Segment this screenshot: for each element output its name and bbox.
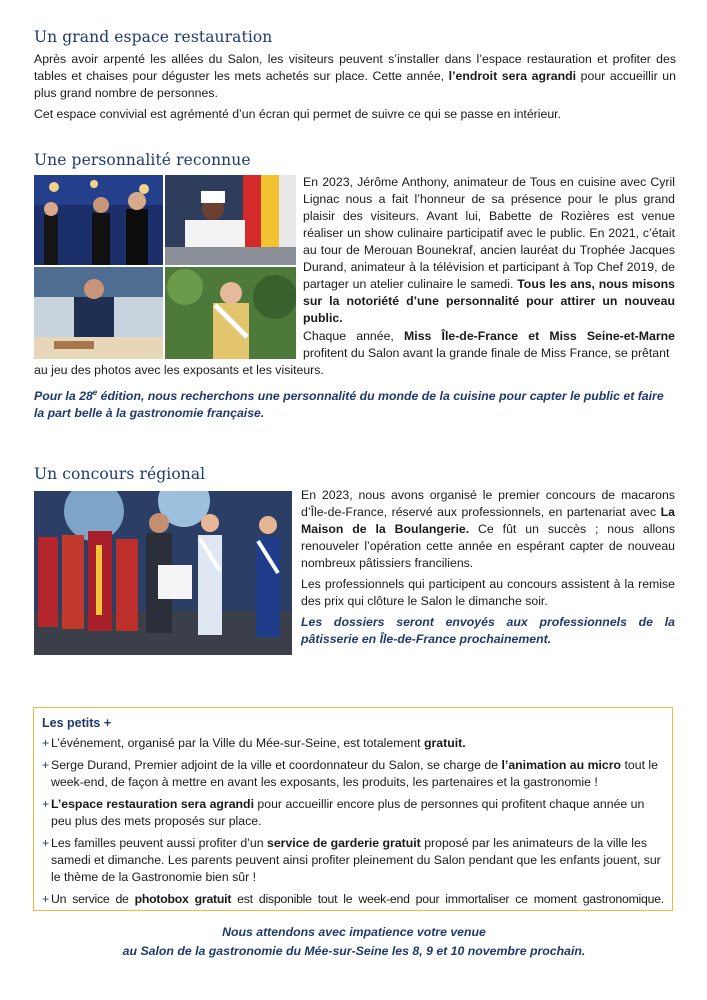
bold-text: l’animation au micro — [501, 758, 622, 772]
bold-text: service de garderie gratuit — [267, 836, 421, 850]
bold-text: l’endroit sera agrandi — [448, 69, 577, 83]
photo-chef-workshop — [34, 267, 163, 359]
list-item — [42, 835, 664, 886]
text-run: édition, nous recherchons une personnalité du monde de la cuisine pour capter le public et faire la part belle à la gastronomie française. — [34, 389, 664, 421]
text-run: Un service de — [51, 892, 135, 906]
paragraph: Cet espace convivial est agrémenté d’un écran qui permet de suivre ce qui se passe en intérieur. — [34, 107, 562, 121]
text-run: proposé par les animateurs de la ville les samedi et dimanche. Les parents peuvent ainsi profiter pleinement du Salon pendant que les enfants jouent, sur le thème de la Gastronomie bien sûr ! — [51, 836, 661, 884]
text-run: En 2023, nous avons organisé le premier concours de macarons d’Île-de-France, réservé aux professionnels, en partenariat avec — [301, 488, 675, 519]
bold-text: Tous les ans, nous misons sur la notoriété d’une personnalité pour attirer un nouveau public. — [303, 277, 675, 325]
text-run: Pour la 28 — [34, 389, 93, 404]
plus-icon: + — [42, 797, 50, 811]
photo-miss-sash — [165, 267, 296, 359]
section-body-restauration — [34, 51, 676, 123]
box-title: Les petits + — [42, 716, 112, 730]
bold-text: photobox gratuit — [134, 892, 232, 906]
text-run: Ce fût un succès ; nous allons renouveler l’opération cette année en espérant capter de nouveau nombreux pâtissiers franciliens. — [301, 522, 676, 570]
text-run: L’événement, organisé par la Ville du Mée-sur-Seine, est totalement — [51, 736, 424, 750]
text-run: En 2023, Jérôme Anthony, animateur de Tous en cuisine avec Cyril Lignac nous a fait l’honneur de sa présence pour le plus grand plaisir des visiteurs. Avant lui, Babette de Rozières est venue réaliser un show culinaire participatif avec le public. En 2021, c’était au tour de Merouan Bounekraf, ancien lauréat du Trophée Jacques Durand, animateur à la télévision et participant à Top Chef 2019, de partager un atelier culinaire le samedi. — [303, 175, 675, 291]
bold-text: gratuit. — [424, 736, 466, 750]
section-title-concours: Un concours régional — [34, 465, 206, 483]
plus-icon: + — [42, 736, 50, 750]
section-title-personnalite: Une personnalité reconnue — [34, 151, 251, 169]
superscript: e — [92, 388, 98, 397]
list-item — [42, 891, 664, 908]
text-run: pour accueillir encore plus de personnes qui profitent chaque année un peu plus des mets proposés sur place. — [51, 797, 645, 828]
section-body-concours — [301, 487, 675, 648]
paragraph — [301, 487, 675, 572]
text-run: tout le week-end, de façon à mettre en avant les exposants, les produits, les partenaires et la gastronomie ! — [51, 758, 658, 789]
text-run: Serge Durand, Premier adjoint de la ville et coordonnateur du Salon, se charge de — [51, 758, 502, 772]
text-run: Les familles peuvent aussi profiter d’un — [51, 836, 267, 850]
bold-text: L’espace restauration sera agrandi — [51, 797, 254, 811]
text-run: Après avoir arpenté les allées du Salon, les visiteurs peuvent s’installer dans l’espace restauration et profiter des tables et chaises pour déguster les mets achetés sur place. Cette année, — [34, 52, 676, 83]
text-run: profitent du Salon avant la grande finale de Miss France, se prêtant — [303, 346, 670, 360]
bold-text: Miss Île-de-France et Miss Seine-et-Marne — [404, 329, 675, 343]
paragraph — [303, 174, 675, 327]
list-item-text — [51, 735, 664, 752]
section-body-personnalite — [303, 174, 675, 362]
text-run: Chaque année, — [303, 329, 405, 343]
paragraph: Les professionnels qui participent au concours assistent à la remise des prix qui clôture le Salon le dimanche soir. — [301, 577, 675, 608]
closing-line-2: au Salon de la gastronomie du Mée-sur-Seine les 8, 9 et 10 novembre prochain. — [122, 944, 586, 958]
list-item — [42, 757, 664, 791]
list-item-text — [51, 757, 664, 791]
paragraph — [303, 328, 675, 362]
paragraph-continuation: au jeu des photos avec les exposants et les visiteurs. — [34, 363, 324, 377]
paragraph — [34, 51, 676, 102]
highlight-note: Les dossiers seront envoyés aux professionnels de la pâtisserie en Île-de-France prochainement. — [301, 615, 675, 646]
closing-line-1: Nous attendons avec impatience votre venue — [222, 925, 486, 939]
plus-icon: + — [42, 758, 50, 772]
list-item-text — [51, 796, 664, 830]
plus-icon: + — [42, 836, 50, 850]
list-item-text — [51, 835, 664, 886]
highlight-note — [34, 384, 676, 422]
closing-message — [34, 923, 674, 961]
bold-text: La Maison de la Boulangerie. — [301, 505, 675, 536]
celebrity-photo-grid — [34, 175, 296, 359]
petits-plus-box — [33, 707, 673, 911]
list-item — [42, 796, 664, 830]
text-run: est disponible tout le week-end pour immortaliser ce moment gastronomique. — [231, 892, 664, 906]
photo-stage-presenters — [34, 175, 163, 265]
text-run: pour accueillir un plus grand nombre de personnes. — [34, 69, 676, 100]
photo-chef-flags — [165, 175, 296, 265]
photo-contest-award — [34, 491, 292, 655]
list-item-text — [51, 891, 664, 908]
plus-icon: + — [42, 892, 50, 906]
list-item — [42, 735, 664, 752]
section-title-restauration: Un grand espace restauration — [34, 28, 273, 46]
